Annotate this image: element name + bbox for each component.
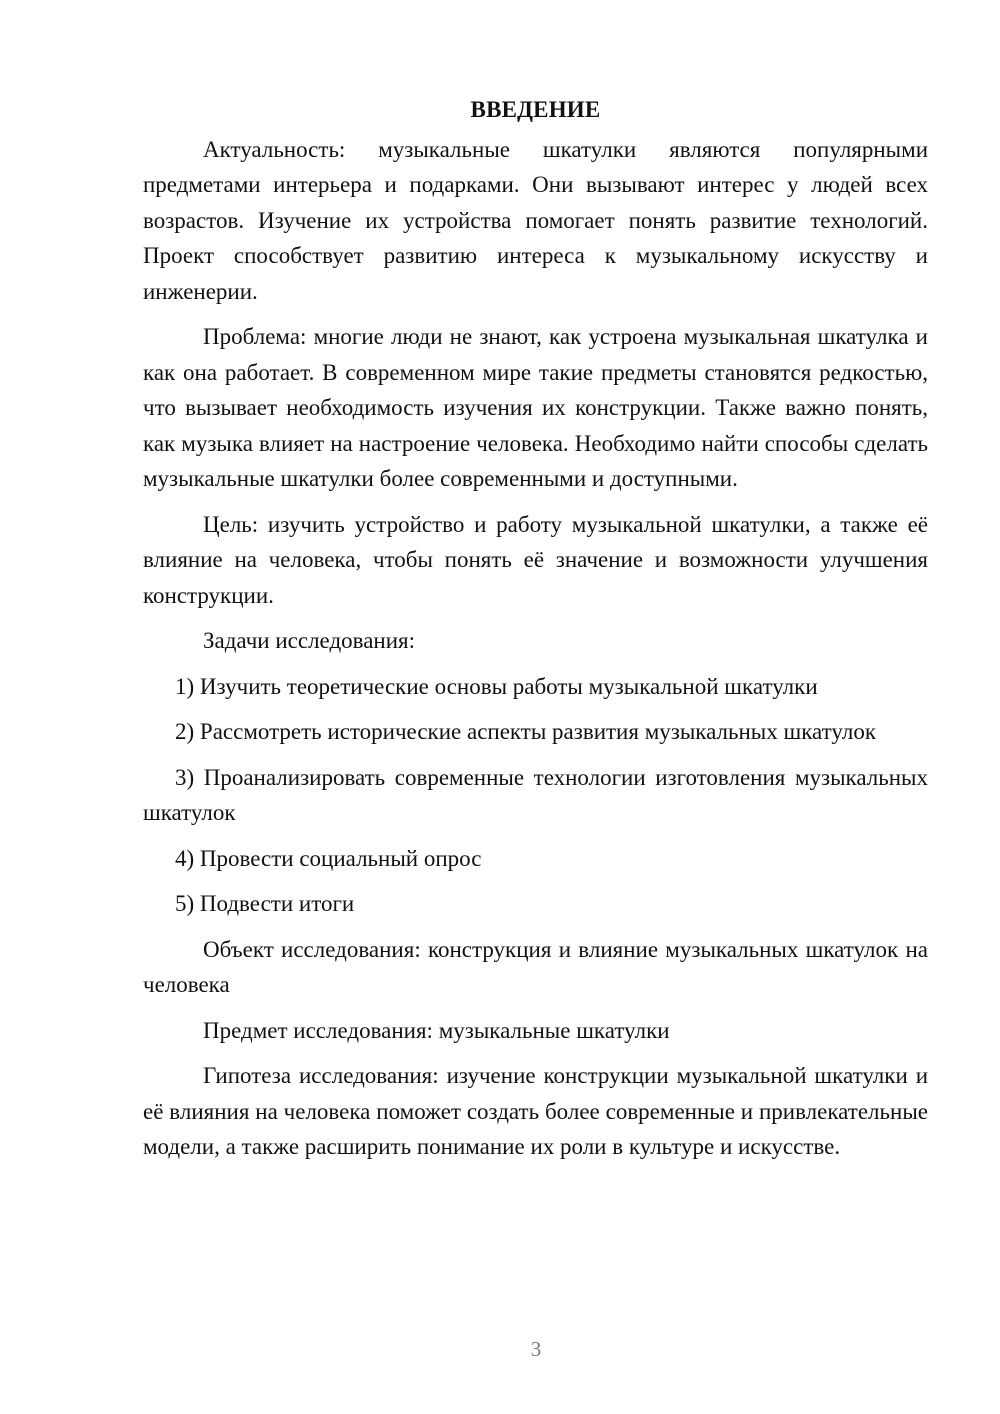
hypothesis-paragraph: Гипотеза исследования: изучение конструкции музыкальной шкатулки и её влияния на человека поможет создать более современные и привлекательные модели, а также расширить понимание их роли в культуре и искусстве. bbox=[143, 1063, 928, 1159]
task-item: 3) Проанализировать современные технологии изготовления музыкальных шкатулок bbox=[143, 764, 928, 825]
task-item: 5) Подвести итоги bbox=[175, 891, 355, 916]
relevance-paragraph: Актуальность: музыкальные шкатулки являются популярными предметами интерьера и подарками. Они вызывают интерес у людей всех возрастов. Изучение их устройства помогает понять развитие технологий. Проект способствует развитию интереса к музыкальному искусству и инженерии. bbox=[143, 136, 928, 304]
problem-paragraph: Проблема: многие люди не знают, как устроена музыкальная шкатулка и как она работает. В современном мире такие предметы становятся редкостью, что вызывает необходимость изучения их конструкции. Также важно понять, как музыка влияет на настроение человека. Необходимо найти способы сделать музыкальные шкатулки более современными и доступными. bbox=[143, 324, 928, 491]
task-item: 2) Рассмотреть исторические аспекты развития музыкальных шкатулок bbox=[175, 719, 877, 744]
tasks-heading: Задачи исследования: bbox=[203, 628, 416, 653]
page-content bbox=[143, 92, 928, 1175]
section-title: ВВЕДЕНИЕ bbox=[470, 97, 601, 122]
research-subject-paragraph: Предмет исследования: музыкальные шкатулки bbox=[203, 1017, 670, 1043]
research-object-paragraph: Объект исследования: конструкция и влияние музыкальных шкатулок на человека bbox=[143, 936, 928, 997]
task-item: 1) Изучить теоретические основы работы музыкальной шкатулки bbox=[175, 673, 818, 699]
goal-paragraph: Цель: изучить устройство и работу музыкальной шкатулки, а также её влияние на человека, чтобы понять её значение и возможности улучшения конструкции. bbox=[143, 511, 928, 608]
page-number: 3 bbox=[530, 1337, 542, 1361]
task-item: 4) Провести социальный опрос bbox=[175, 845, 482, 871]
